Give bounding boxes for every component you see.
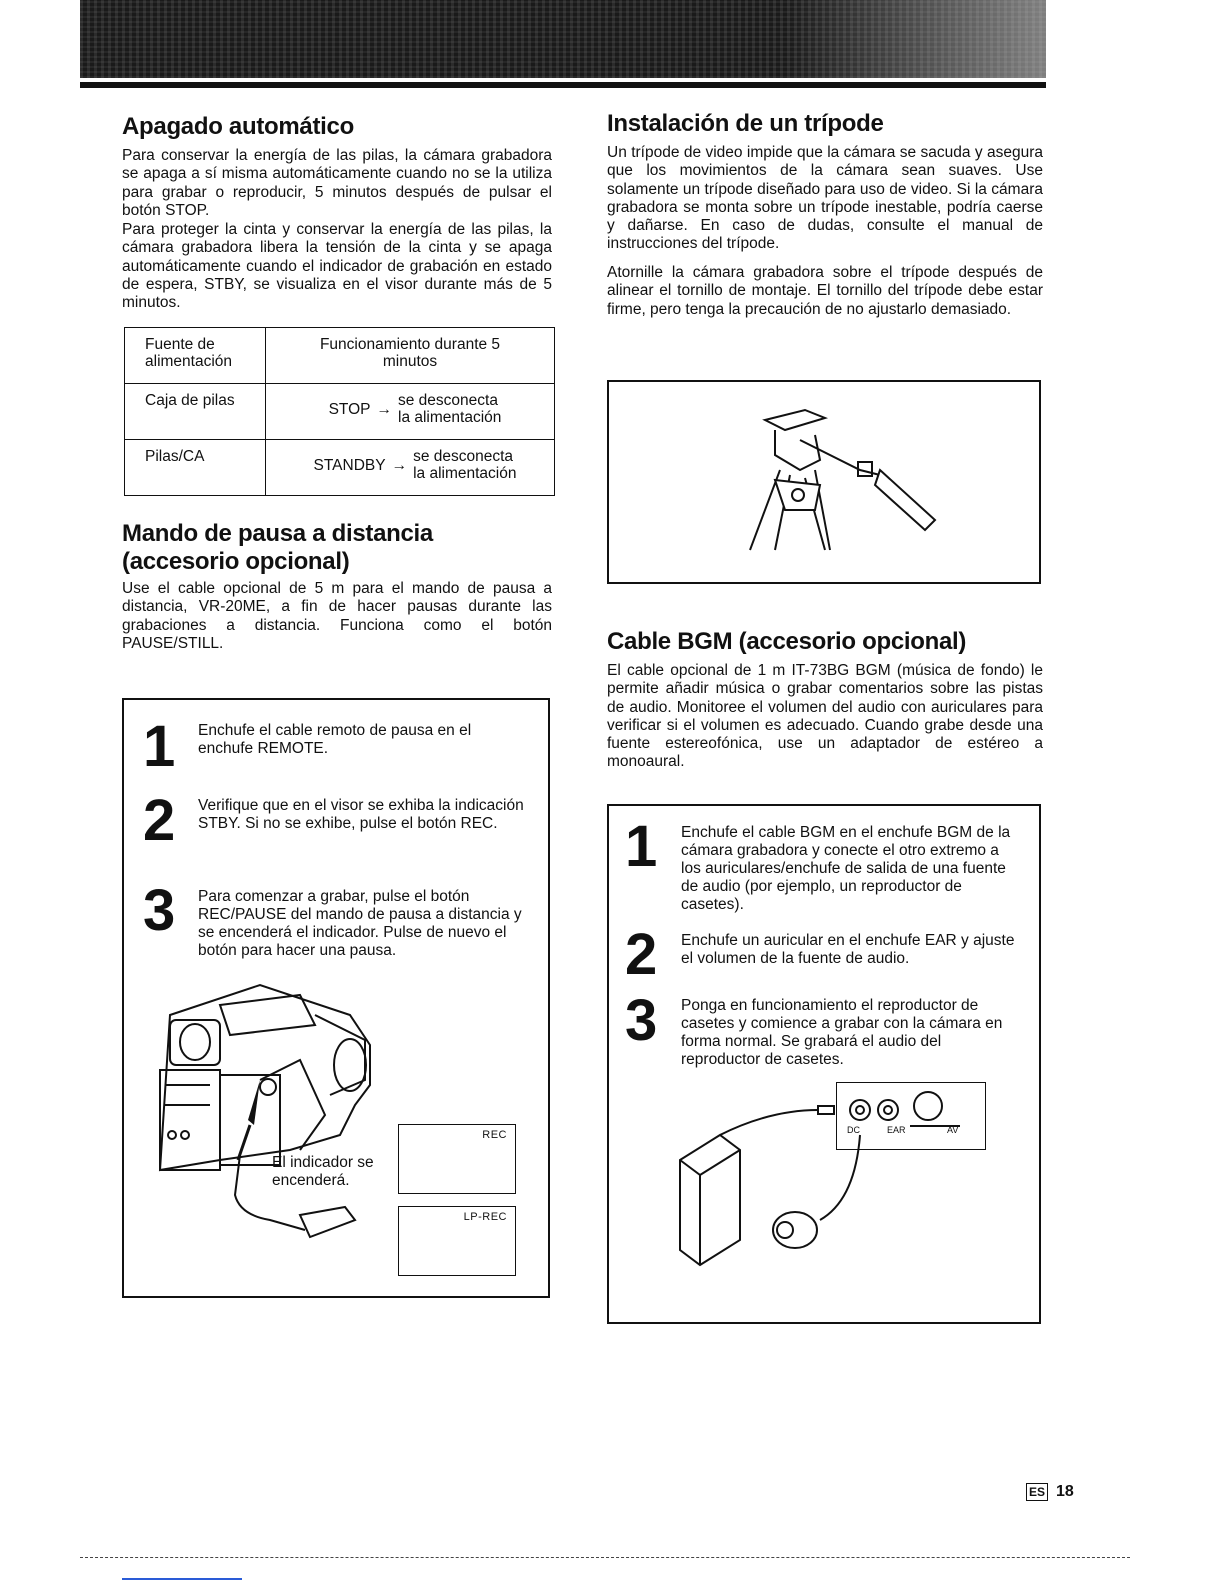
apagado-paragraph-2: Para proteger la cinta y conservar la energía de las pilas, la cámara grabadora libera la tensión de la cinta y se apaga automáticamente cuando el indicador de grabación en estado de espera, STBY, se visualiza en el visor durante más de 5 minutos.	[122, 221, 552, 312]
table-header-operation: Funcionamiento durante 5 minutos	[266, 328, 555, 384]
mando-title	[122, 520, 433, 576]
page-footer	[1026, 1483, 1074, 1501]
bgm-title: Cable BGM (accesorio opcional)	[607, 628, 967, 655]
power-table	[124, 327, 555, 496]
step-number: 1	[143, 714, 176, 779]
step-text: Enchufe un auricular en el enchufe EAR y ajuste el volumen de la fuente de audio.	[681, 932, 1015, 967]
lcd-display-lprec	[398, 1206, 516, 1276]
jack-label-ear: EAR	[887, 1125, 906, 1135]
header-band	[80, 0, 1046, 78]
tripode-paragraph-1: Un trípode de video impide que la cámara se sacuda y asegura que los movimientos de la cámara sean suaves. Use solamente un trípode diseñado para uso de video. Si la cámara grabadora se monta sobre un trípode inestable, podría caerse y dañarse. En caso de dudas, consulte el manual de instrucciones del trípode.	[607, 144, 1043, 253]
step-text: Ponga en funcionamiento el reproductor de casetes y comience a grabar con la cámara en forma normal. Se grabará el audio del reproductor de casetes.	[681, 997, 1003, 1068]
footer-divider	[80, 1557, 1130, 1558]
table-cell-result-line1: se desconecta	[413, 448, 514, 465]
step-number: 3	[625, 988, 658, 1053]
step-number: 2	[625, 922, 658, 987]
table-cell-operation	[266, 384, 555, 440]
table-header-source: Fuente de alimentación	[125, 328, 266, 384]
camera-remote-illustration	[150, 975, 390, 1255]
table-row	[125, 384, 555, 440]
tripode-paragraph-2: Atornille la cámara grabadora sobre el trípode después de alinear el tornillo de montaje. El tornillo del trípode debe estar firme, pero tenga la precaución de no ajustarlo demasiado.	[607, 264, 1043, 318]
page-number: 18	[1056, 1483, 1074, 1500]
jack-label-av: AV	[947, 1125, 959, 1135]
step-number: 2	[143, 788, 176, 853]
table-cell-result-line2: la alimentación	[398, 409, 502, 426]
table-cell-result-line1: se desconecta	[398, 392, 498, 409]
step-text: Enchufe el cable BGM en el enchufe BGM de la cámara grabadora y conecte el otro extremo a los auriculares/enchufe de salida de una fuente de audio (por ejemplo, un reproductor de casetes).	[681, 824, 1011, 913]
table-cell-result-line2: la alimentación	[413, 465, 517, 482]
table-cell-operation	[266, 440, 555, 496]
mando-title-line1: Mando de pausa a distancia	[122, 520, 433, 547]
step-number: 3	[143, 878, 176, 943]
mando-paragraph: Use el cable opcional de 5 m para el mando de pausa a distancia, VR-20ME, a fin de hacer pausas durante las grabaciones a distancia. Funciona como el botón PAUSE/STILL.	[122, 580, 552, 652]
header-rule	[80, 82, 1046, 88]
step-text: Verifique que en el visor se exhiba la indicación STBY. Si no se exhibe, pulse el botón REC.	[198, 797, 524, 832]
apagado-title: Apagado automático	[122, 113, 354, 140]
lcd-label: LP-REC	[463, 1211, 507, 1223]
indicator-callout: El indicador se encenderá.	[272, 1154, 374, 1189]
tripode-title: Instalación de un trípode	[607, 110, 884, 137]
bgm-cable-illustration	[660, 1080, 1000, 1280]
table-row	[125, 440, 555, 496]
arrow-right-icon: →	[376, 400, 392, 418]
tripod-illustration	[730, 400, 940, 560]
table-cell-action: STANDBY	[313, 456, 386, 474]
footer-accent-line	[122, 1578, 242, 1580]
step-text: Enchufe el cable remoto de pausa en el enchufe REMOTE.	[198, 722, 472, 757]
mando-title-line2: (accesorio opcional)	[122, 548, 350, 575]
bgm-paragraph: El cable opcional de 1 m IT-73BG BGM (música de fondo) le permite añadir música o grabar comentarios sobre las pistas de audio. Monitoree el volumen del audio con auriculares para verificar si el volumen es adecuado. Cuando grabe desde una fuente estereofónica, use un adaptador de estéreo a monoaural.	[607, 662, 1043, 771]
lcd-label: REC	[482, 1129, 507, 1141]
jack-label-dc: DC	[847, 1125, 860, 1135]
step-text: Para comenzar a grabar, pulse el botón REC/PAUSE del mando de pausa a distancia y se encenderá el indicador. Pulse de nuevo el botón para hacer una pausa.	[198, 888, 522, 959]
step-number: 1	[625, 814, 658, 879]
table-cell-action: STOP	[328, 400, 371, 418]
language-badge: ES	[1026, 1483, 1048, 1501]
apagado-paragraph-1: Para conservar la energía de las pilas, la cámara grabadora se apaga a sí misma automáticamente cuando no se la utiliza para grabar o reproducir, 5 minutos después de pulsar el botón STOP.	[122, 147, 552, 219]
lcd-display-rec	[398, 1124, 516, 1194]
arrow-right-icon: →	[391, 456, 408, 474]
table-cell-source: Pilas/CA	[125, 440, 266, 496]
table-cell-source: Caja de pilas	[125, 384, 266, 440]
